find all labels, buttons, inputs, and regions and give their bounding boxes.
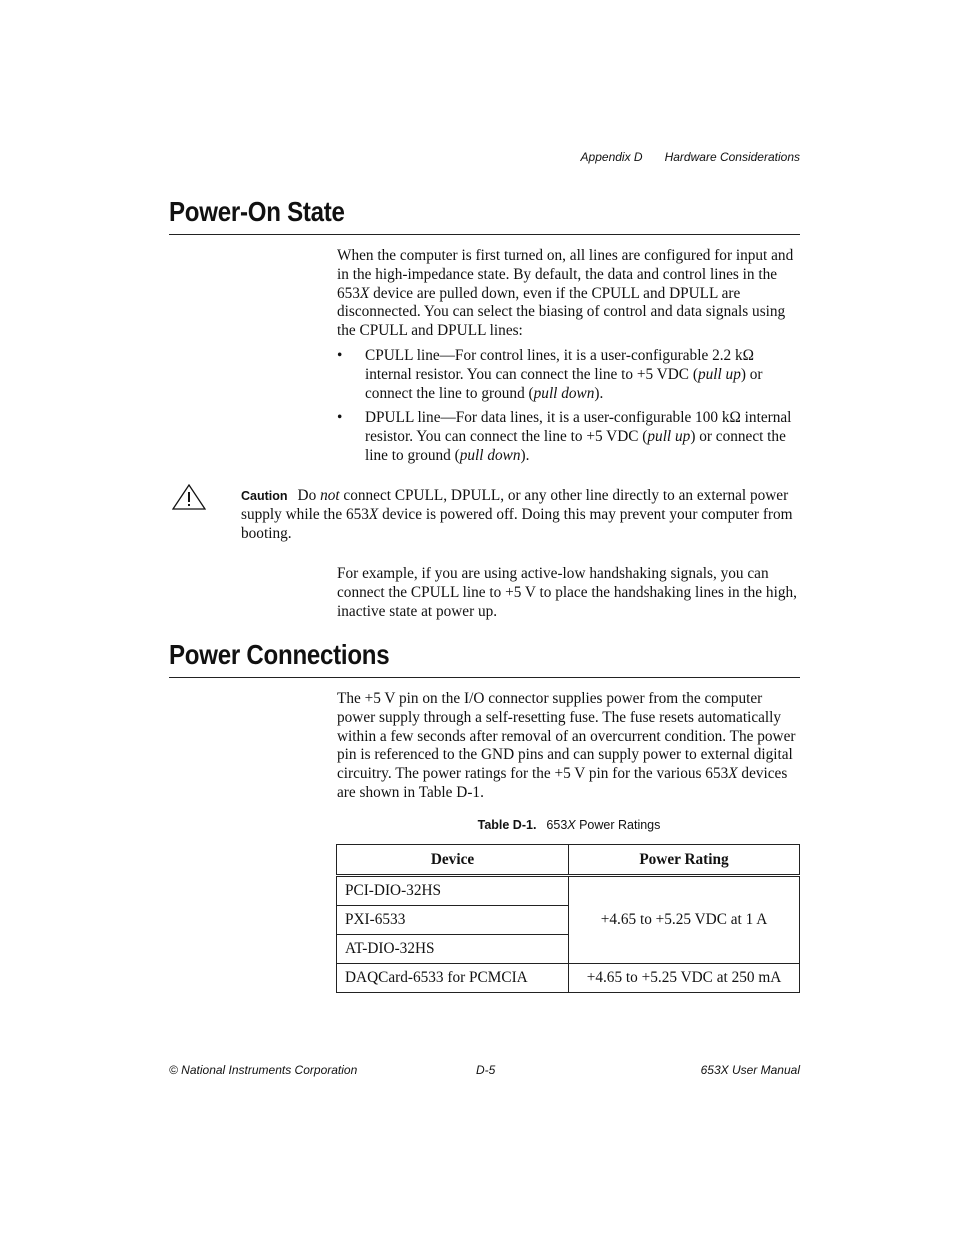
cell-device: PXI-6533 xyxy=(337,906,569,935)
caution-text: connect CPULL, DPULL, or any other line directly to an external power supply while the 653 xyxy=(241,487,789,523)
bullet-italic: pull up xyxy=(647,428,691,446)
table-caption-label: Table D-1. xyxy=(477,818,537,832)
power-on-example: For example, if you are using active-low handshaking signals, you can connect the CPULL line to +5 V to place the handshaking lines in the high, inactive state at power up. xyxy=(337,565,797,620)
table-caption-title: Power Ratings xyxy=(575,818,661,832)
bullet-text: ). xyxy=(520,446,530,464)
bullet-text: ). xyxy=(594,384,604,402)
section-title-power-connections: Power Connections xyxy=(169,639,390,670)
section-rule xyxy=(169,234,800,235)
list-item-dpull xyxy=(337,409,801,465)
bullet-italic: pull down xyxy=(533,384,595,402)
power-ratings-table xyxy=(336,844,800,993)
caution-note xyxy=(241,487,801,543)
caution-italic: X xyxy=(368,505,379,523)
cell-power-rating-merged: +4.65 to +5.25 VDC at 1 A xyxy=(569,876,800,964)
bullet-italic: pull up xyxy=(697,365,741,383)
intro-x: X xyxy=(359,284,370,302)
footer-page-number: D-5 xyxy=(476,1063,496,1077)
caution-text: device is powered off. Doing this may prevent your computer from booting. xyxy=(241,505,793,542)
bullet-text: DPULL line—For data lines, it is a user-configurable 100 kΩ internal resistor. You can connect the line to +5 VDC ( xyxy=(365,409,792,446)
footer-copyright: © National Instruments Corporation xyxy=(169,1063,358,1077)
footer-manual-title: 653X User Manual xyxy=(700,1063,800,1077)
section-rule xyxy=(169,677,800,678)
running-head-appendix: Appendix D xyxy=(580,150,643,164)
paragraph-text: The +5 V pin on the I/O connector supplies power from the computer power supply through a self-resetting fuse. The fuse resets automatically within a few seconds after removal of an overcurrent condition. The power pin is referenced to the GND pins and can supply power to external digital circuitry. The power ratings for the +5 V pin for the various 653 xyxy=(337,690,796,783)
cell-device: AT-DIO-32HS xyxy=(337,935,569,964)
table-header-row xyxy=(337,845,800,876)
table-row xyxy=(337,876,800,906)
cell-device: PCI-DIO-32HS xyxy=(337,876,569,906)
intro-text-1: When the computer is first turned on, all lines are configured for input and in the high-impedance state. By default, the data and control lines in the 653 xyxy=(337,247,794,302)
caution-italic: not xyxy=(320,487,340,504)
column-header-power-rating: Power Rating xyxy=(569,845,800,876)
caution-text: Do xyxy=(297,487,321,504)
caution-warning-icon xyxy=(172,484,206,510)
section-title-power-on-state: Power-On State xyxy=(169,196,345,227)
cell-power-rating: +4.65 to +5.25 VDC at 250 mA xyxy=(569,964,800,993)
table-caption-prefix: 653 xyxy=(546,818,568,832)
table-caption xyxy=(337,818,801,832)
table-row xyxy=(337,964,800,993)
bullet-text: CPULL line—For control lines, it is a user-configurable 2.2 kΩ internal resistor. You can connect the line to +5 VDC ( xyxy=(365,347,755,383)
power-connections-paragraph xyxy=(337,690,801,803)
cell-device: DAQCard-6533 for PCMCIA xyxy=(337,964,569,993)
power-on-intro xyxy=(337,247,801,341)
running-head xyxy=(581,150,800,164)
caution-label: Caution xyxy=(241,489,288,503)
bullet-text: ) or connect the line to ground ( xyxy=(365,428,786,464)
column-header-device: Device xyxy=(337,845,569,876)
running-head-chapter: Hardware Considerations xyxy=(664,150,800,164)
bullet-italic: pull down xyxy=(459,446,521,464)
paragraph-text: devices are shown in Table D-1. xyxy=(337,765,788,801)
intro-text-2: device are pulled down, even if the CPULL and DPULL are disconnected. You can select the biasing of control and data signals using the CPULL and DPULL lines: xyxy=(337,284,786,340)
paragraph-italic: X xyxy=(728,765,738,783)
bullet-text: ) or connect the line to ground ( xyxy=(365,365,763,402)
list-item-cpull xyxy=(337,347,801,403)
table-caption-x: X xyxy=(567,818,576,832)
pull-line-list xyxy=(337,347,801,472)
